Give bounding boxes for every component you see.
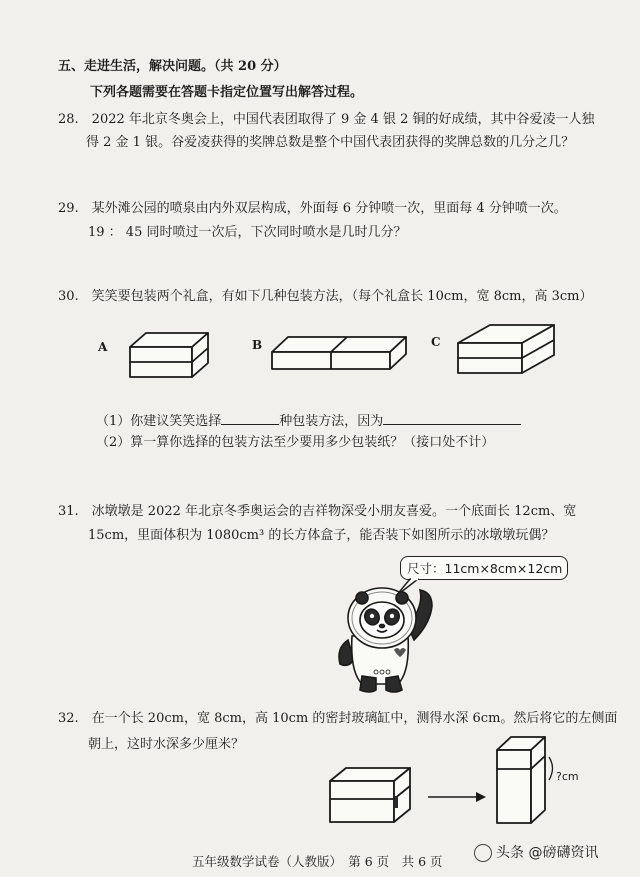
option-b-label: B [252,338,263,352]
q32-line1: 32. 在一个长 20cm，宽 8cm，高 10cm 的密封玻璃缸中，测得水深 6cm。然后将它的左侧面 [58,711,618,726]
section-instruction: 下列各题需要在答题卡指定位置写出解答过程。 [90,85,364,100]
q32-line2: 朝上，这时水深多少厘米？ [88,737,245,752]
watermark [474,842,598,862]
unknown-depth-label: ?cm [556,770,579,783]
q29-line1: 29. 某外滩公园的喷泉由内外双层构成，外面每 6 分钟喷一次，里面每 4 分钟喷一次。 [58,201,567,216]
size-label-bubble: 尺寸：11cm×8cm×12cm [400,556,568,580]
q28-line2: 得 2 金 1 银。谷爱凌获得的奖牌总数是整个中国代表团获得的奖牌总数的几分之几？ [86,135,575,150]
q31-line1: 31. 冰墩墩是 2022 年北京冬季奥运会的吉祥物深受小朋友喜爱。一个底面长 12cm、宽 [58,504,577,519]
q28-line1: 28. 2022 年北京冬奥会上，中国代表团取得了 9 金 4 银 2 铜的好成绩，其中谷爱凌一人独 [58,112,595,127]
q30-sub1-text-b: 种包装方法，因为 [279,414,384,429]
q30-line1: 30. 笑笑要包装两个礼盒，有如下几种包装方法，（每个礼盒长 10cm，宽 8cm，高 3cm） [58,289,593,304]
q29-line2: 19 ： 45 同时喷过一次后，下次同时喷水是几时几分？ [88,225,407,240]
q30-sub2: （2）算一算你选择的包装方法至少要用多少包装纸？（接口处不计） [96,435,495,450]
q31-line2: 15cm，里面体积为 1080cm³ 的长方体盒子，能否装下如图所示的冰墩墩玩偶？ [88,528,555,543]
q30-sub1-text-a: （1）你建议笑笑选择 [96,414,222,429]
option-a-label: A [98,340,108,354]
option-c-label: C [431,335,441,349]
page-footer: 五年级数学试卷（人教版） 第 6 页 共 6 页 [192,854,443,869]
section-title: 五、走进生活，解决问题。（共 20 分） [58,59,287,74]
watermark-text: 头条 @磅礴资讯 [496,845,599,861]
watermark-logo-icon [474,844,492,862]
